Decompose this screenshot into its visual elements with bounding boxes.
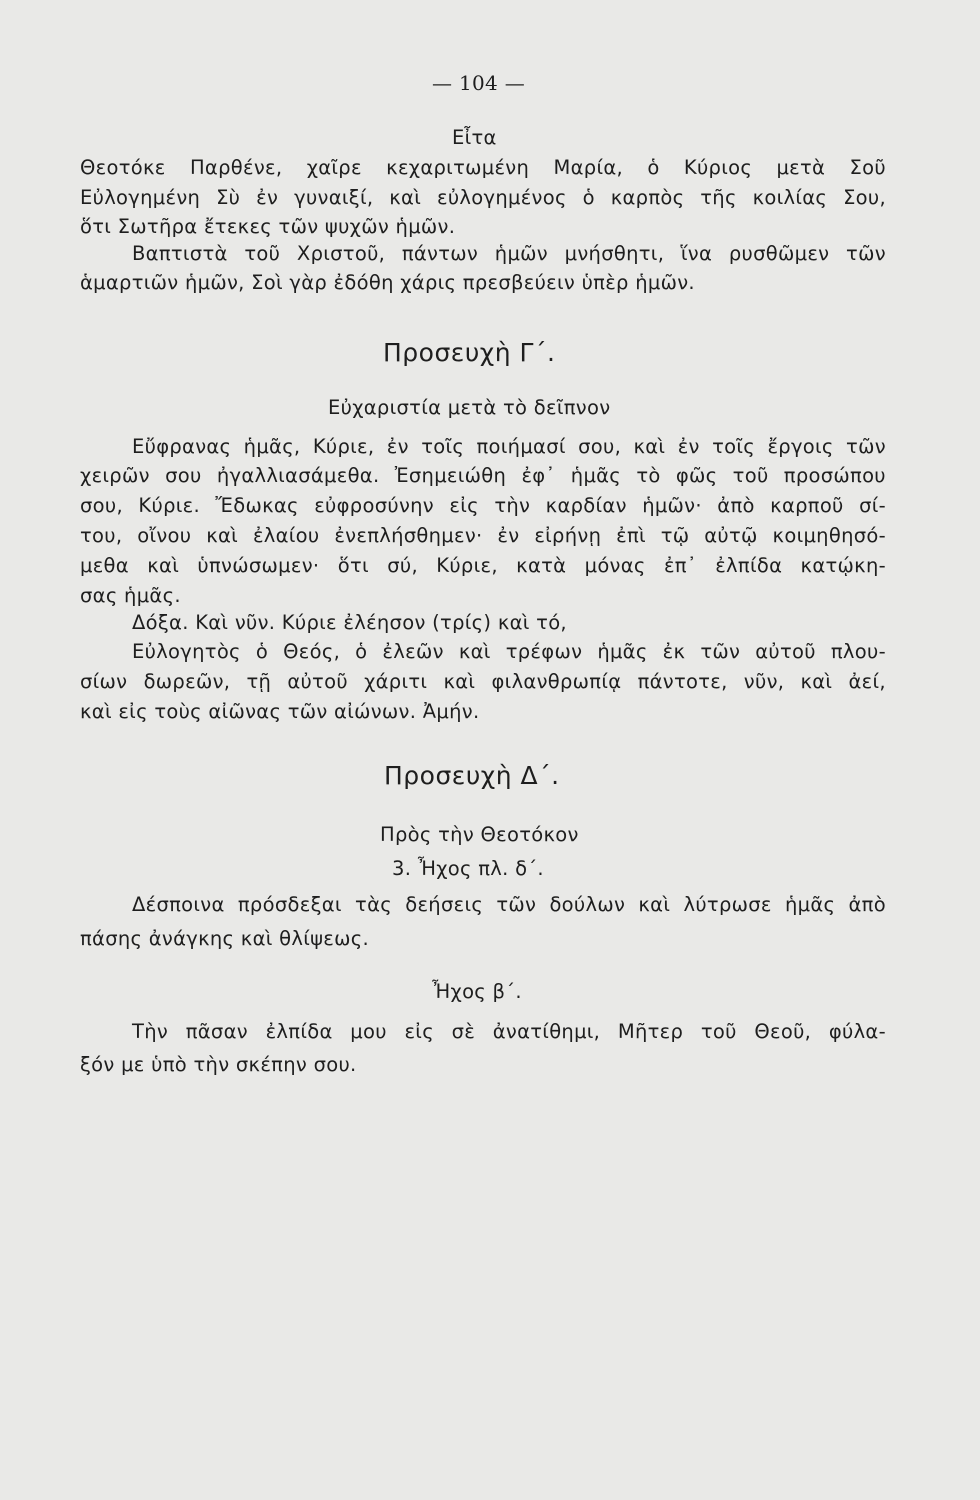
- word: ἐλπίδα: [265, 1020, 333, 1043]
- word: σου: [165, 464, 202, 487]
- word: δωρεῶν,: [143, 670, 231, 693]
- word: αὐτοῦ: [755, 640, 816, 663]
- word: φύλα-: [828, 1020, 886, 1043]
- word: εἰς: [449, 494, 479, 517]
- word: εὐφροσύνην: [314, 494, 434, 517]
- word: αὐτῷ: [704, 524, 758, 547]
- word: πᾶσαν: [185, 1020, 248, 1043]
- word: ἀνατίθημι,: [492, 1020, 601, 1043]
- word: Μαρία,: [553, 156, 623, 179]
- word: μνήσθητι,: [564, 242, 665, 265]
- word: καὶ: [206, 524, 239, 547]
- prayer-heading: Προσευχὴ Γ΄.: [383, 338, 556, 367]
- word: ἐλαίου: [252, 524, 320, 547]
- word: νῦν,: [743, 670, 785, 693]
- word: οἴνου: [137, 524, 192, 547]
- text-line: καὶ εἰς τοὺς αἰῶνας τῶν αἰώνων. Ἀμήν.: [80, 700, 480, 723]
- text-line: [80, 494, 886, 518]
- word: πρόσδεξαι: [237, 893, 342, 916]
- word: Σου,: [843, 186, 886, 209]
- word: καὶ: [389, 186, 422, 209]
- word: ἐπὶ: [616, 524, 646, 547]
- word: σὲ: [451, 1020, 476, 1043]
- word: καὶ: [633, 435, 666, 458]
- word: ἔργοις: [767, 435, 834, 458]
- word: ἐλπίδα: [715, 554, 783, 577]
- word: Εὐλογητὸς: [132, 640, 241, 663]
- text-line: [132, 242, 886, 266]
- word: τοῖς: [421, 435, 465, 458]
- prayer-heading: Προσευχὴ Δ΄.: [384, 761, 560, 790]
- word: γυναιξί,: [294, 186, 374, 209]
- word: Κύριε,: [312, 435, 375, 458]
- word: σου,: [578, 435, 622, 458]
- text-line: πάσης ἀνάγκης καὶ θλίψεως.: [80, 927, 369, 950]
- word: Κύριε,: [436, 554, 498, 577]
- word: ρυσθῶμεν: [728, 242, 830, 265]
- word: ὁ: [355, 640, 368, 663]
- word: τῆς: [700, 186, 737, 209]
- word: ὅτι: [337, 554, 369, 577]
- word: τῇ: [246, 670, 272, 693]
- word: τοῖς: [712, 435, 756, 458]
- text-line: [80, 464, 886, 488]
- word: Εὔφρανας: [132, 435, 232, 458]
- text-line: [80, 156, 886, 180]
- word: τῶν: [846, 242, 886, 265]
- word: λύτρωσε: [683, 893, 772, 916]
- word: σίων: [80, 670, 128, 693]
- word: χαῖρε: [306, 156, 362, 179]
- tone-label: 3. Ἦχος πλ. δ΄.: [392, 857, 544, 880]
- word: ἐπ᾽: [663, 554, 697, 577]
- word: Ἐσημειώθη: [394, 464, 507, 487]
- text-line: [80, 524, 886, 548]
- word: Θεοτόκε: [80, 156, 166, 179]
- word: του,: [80, 524, 123, 547]
- word: Δέσποινα: [132, 893, 225, 916]
- word: Ἔδωκας: [215, 494, 299, 517]
- word: τὰς: [355, 893, 392, 916]
- text-line: [132, 1020, 886, 1044]
- word: κατὰ: [516, 554, 567, 577]
- word: σου,: [80, 494, 123, 517]
- word: τρέφων: [505, 640, 583, 663]
- word: τῶν: [846, 435, 886, 458]
- word: κεχαριτωμένη: [386, 156, 530, 179]
- word: ἐκ: [662, 640, 686, 663]
- word: αὐτοῦ: [287, 670, 348, 693]
- word: κατῴκη-: [800, 554, 886, 577]
- word: φῶς: [675, 464, 718, 487]
- word: ἡμᾶς: [785, 893, 836, 916]
- text-line: [80, 186, 886, 210]
- word: Σοῦ: [849, 156, 886, 179]
- word: φιλανθρωπίᾳ: [491, 670, 622, 693]
- word: Σὺ: [216, 186, 241, 209]
- word: Χριστοῦ,: [296, 242, 386, 265]
- text-line: ξόν με ὑπὸ τὴν σκέπην σου.: [80, 1053, 357, 1076]
- text-line: ἁμαρτιῶν ἡμῶν, Σοὶ γὰρ ἐδόθη χάρις πρεσβεύειν ὑπὲρ ἡμῶν.: [80, 271, 695, 294]
- word: ἐν: [256, 186, 279, 209]
- word: ἐφ᾽: [521, 464, 556, 487]
- word: ἠγαλλιασάμεθα.: [216, 464, 380, 487]
- word: ἀεί,: [848, 670, 886, 693]
- word: ὁ: [647, 156, 660, 179]
- word: τῷ: [660, 524, 690, 547]
- word: πάντων: [401, 242, 479, 265]
- word: τὴν: [494, 494, 531, 517]
- word: ἐν: [386, 435, 409, 458]
- word: εἰρήνῃ: [534, 524, 602, 547]
- word: τοῦ: [244, 242, 281, 265]
- word: προσώπου: [783, 464, 886, 487]
- word: καὶ: [458, 640, 491, 663]
- word: δεήσεις: [405, 893, 484, 916]
- word: ἡμῶν·: [642, 494, 702, 517]
- prayer-subtitle: Πρὸς τὴν Θεοτόκον: [380, 823, 579, 846]
- word: ἐν: [677, 435, 700, 458]
- word: Τὴν: [132, 1020, 169, 1043]
- word: δούλων: [549, 893, 626, 916]
- word: σύ,: [387, 554, 418, 577]
- word: Κύριε.: [138, 494, 200, 517]
- word: μόνας: [584, 554, 646, 577]
- word: ἡμᾶς: [597, 640, 648, 663]
- word: καρπὸς: [610, 186, 685, 209]
- word: πάντοτε,: [637, 670, 728, 693]
- text-line: σας ἡμᾶς.: [80, 584, 181, 607]
- word: Θεοῦ,: [754, 1020, 812, 1043]
- word: ἀπὸ: [848, 893, 886, 916]
- word: πλου-: [830, 640, 886, 663]
- word: καὶ: [147, 554, 180, 577]
- word: ὁ: [582, 186, 595, 209]
- word: εἰς: [404, 1020, 434, 1043]
- text-line: [80, 670, 886, 694]
- word: Κύριος: [683, 156, 753, 179]
- word: ὑπνώσωμεν·: [197, 554, 320, 577]
- word: τῶν: [700, 640, 741, 663]
- word: κοιμηθησό-: [772, 524, 886, 547]
- word: σί-: [859, 494, 886, 517]
- word: χάριτι: [364, 670, 428, 693]
- word: εὐλογημένος: [437, 186, 567, 209]
- text-line: [132, 893, 886, 917]
- word: τοῦ: [700, 1020, 737, 1043]
- word: τῶν: [496, 893, 537, 916]
- text-line: [132, 640, 886, 664]
- word: ποιήμασί: [476, 435, 566, 458]
- word: ἐν: [497, 524, 520, 547]
- word: καρποῦ: [770, 494, 844, 517]
- word: ἐλεῶν: [382, 640, 444, 663]
- prayer-subtitle: Εὐχαριστία μετὰ τὸ δεῖπνον: [328, 396, 611, 419]
- word: τὸ: [636, 464, 661, 487]
- word: ἡμᾶς: [570, 464, 622, 487]
- word: ἡμῶν: [494, 242, 548, 265]
- word: ἐνεπλήσθημεν·: [334, 524, 483, 547]
- word: Μῆτερ: [617, 1020, 684, 1043]
- word: καὶ: [800, 670, 833, 693]
- word: μεθα: [80, 554, 129, 577]
- word: Βαπτιστὰ: [132, 242, 228, 265]
- word: ἵνα: [680, 242, 713, 265]
- word: ὁ: [255, 640, 269, 663]
- word: μετὰ: [776, 156, 826, 179]
- text-line: ὅτι Σωτῆρα ἔτεκες τῶν ψυχῶν ἡμῶν.: [80, 215, 456, 238]
- text-line: [132, 435, 886, 459]
- word: ἀπὸ: [717, 494, 755, 517]
- section-label: Εἶτα: [452, 126, 497, 149]
- word: καὶ: [638, 893, 671, 916]
- text-line: [80, 554, 886, 578]
- word: Θεός,: [283, 640, 341, 663]
- word: μου: [350, 1020, 387, 1043]
- tone-label: Ἦχος β΄.: [432, 980, 522, 1003]
- word: Εὐλογημένη: [80, 186, 201, 209]
- word: καὶ: [443, 670, 476, 693]
- word: χειρῶν: [80, 464, 150, 487]
- word: κοιλίας: [752, 186, 828, 209]
- word: καρδίαν: [545, 494, 627, 517]
- word: τοῦ: [732, 464, 769, 487]
- word: ἡμᾶς,: [243, 435, 301, 458]
- word: Παρθένε,: [189, 156, 283, 179]
- text-line: Δόξα. Καὶ νῦν. Κύριε ἐλέησον (τρίς) καὶ τό,: [132, 611, 567, 634]
- page-number: — 104 —: [432, 71, 525, 95]
